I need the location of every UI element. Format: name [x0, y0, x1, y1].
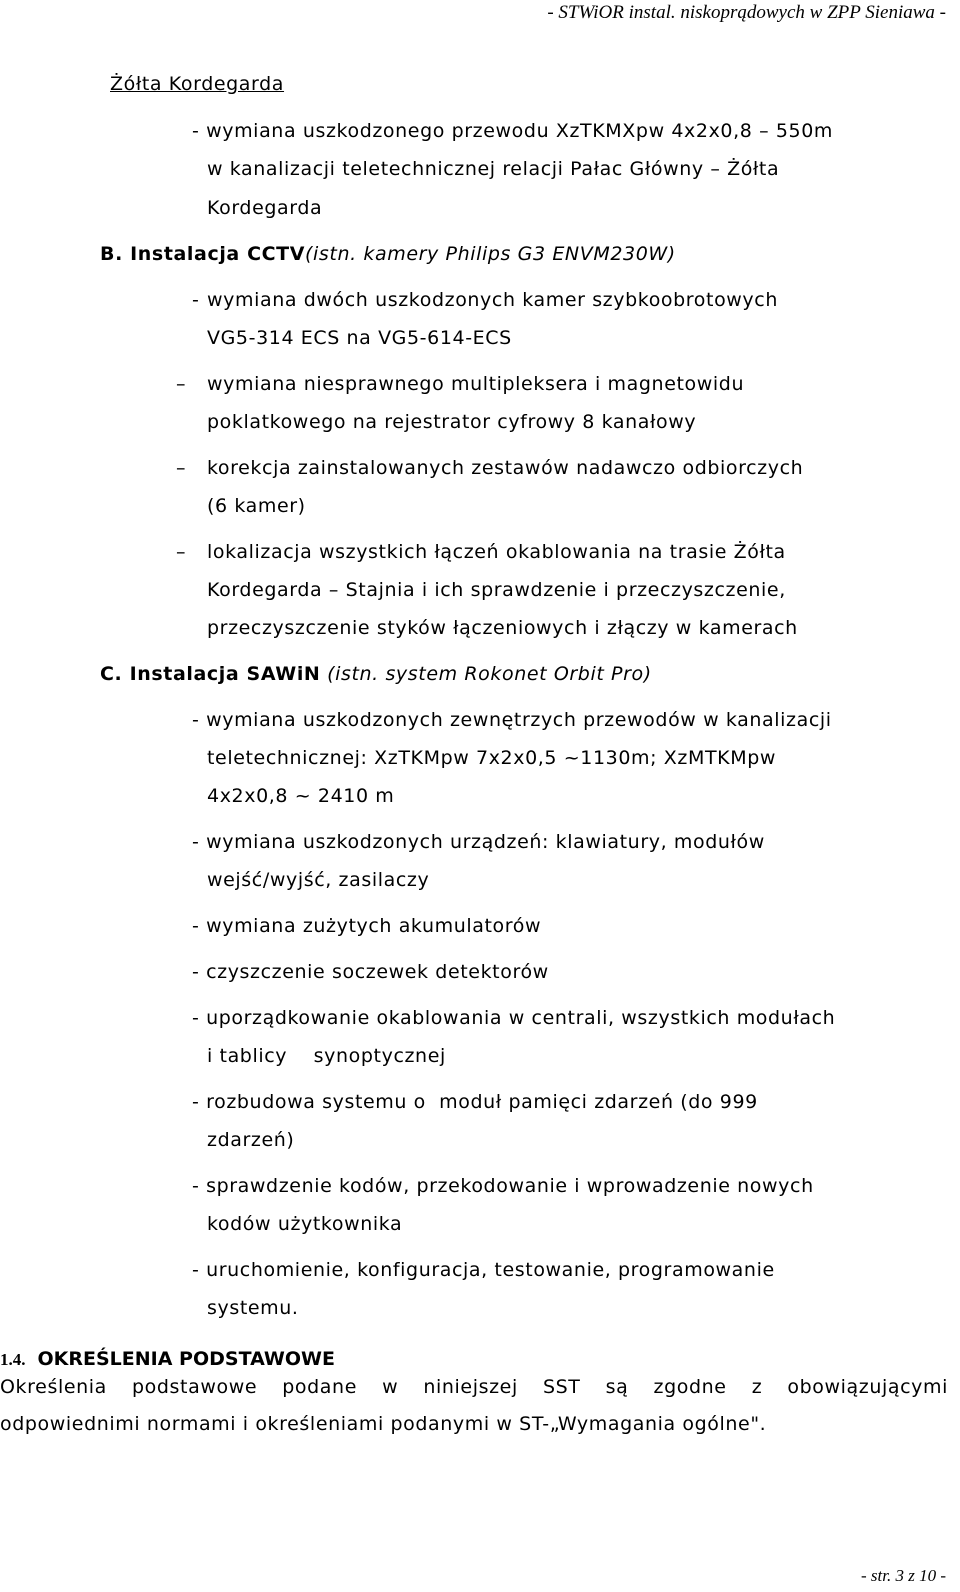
word: podstawowe	[132, 1376, 258, 1398]
list-item-line: VG5-314 ECS na VG5-614-ECS	[207, 327, 512, 349]
list-item-line: kodów użytkownika	[207, 1213, 403, 1235]
list-item-line: - wymiana uszkodzonych urządzeń: klawiatury, modułów	[192, 831, 765, 853]
list-item-line: zdarzeń)	[207, 1129, 295, 1151]
page-number: - str. 3 z 10 -	[860, 1566, 946, 1585]
list-item-line: lokalizacja wszystkich łączeń okablowania na trasie Żółta	[207, 541, 786, 563]
list-item-line: wejść/wyjść, zasilaczy	[207, 869, 430, 891]
word: SST	[542, 1376, 581, 1398]
section-b-label: B. Instalacja CCTV	[100, 243, 306, 265]
section-a-item-line: Kordegarda	[207, 197, 323, 219]
list-item-line: 4x2x0,8 ~ 2410 m	[207, 785, 395, 807]
list-item-line: - czyszczenie soczewek detektorów	[192, 961, 549, 983]
list-item-dash: –	[176, 373, 187, 395]
word: w	[382, 1376, 399, 1398]
list-item-line: - sprawdzenie kodów, przekodowanie i wprowadzenie nowych	[192, 1175, 814, 1197]
list-item-line: - wymiana uszkodzonych zewnętrzych przewodów w kanalizacji	[192, 709, 832, 731]
list-item-line: teletechnicznej: XzTKMpw 7x2x0,5 ~1130m; XzMTKMpw	[207, 747, 776, 769]
list-item-line: przeczyszczenie styków łączeniowych i złączy w kamerach	[207, 617, 798, 639]
section-a-item-line: - wymiana uszkodzonego przewodu XzTKMXpw 4x2x0,8 – 550m	[192, 120, 833, 142]
paragraph-line-1	[0, 1374, 948, 1400]
list-item-line: - rozbudowa systemu o moduł pamięci zdarzeń (do 999	[192, 1091, 758, 1113]
list-item-dash: –	[176, 541, 187, 563]
list-item-line: - uruchomienie, konfiguracja, testowanie, programowanie	[192, 1259, 775, 1281]
list-item-dash: –	[176, 457, 187, 479]
section-a-title: Żółta Kordegarda	[110, 73, 285, 95]
list-item-line: Kordegarda – Stajnia i ich sprawdzenie i przeczyszczenie,	[207, 579, 786, 601]
word: są	[605, 1376, 629, 1398]
section-14-heading	[0, 1348, 335, 1370]
list-item-line: korekcja zainstalowanych zestawów nadawczo odbiorczych	[207, 457, 804, 479]
section-b-heading	[100, 241, 676, 267]
list-item-line: systemu.	[207, 1297, 299, 1319]
section-c-heading	[100, 661, 652, 687]
section-number: 1.4.	[0, 1350, 26, 1369]
list-item-line: wymiana dwóch uszkodzonych kamer szybkoobrotowych	[207, 289, 778, 311]
list-item-line: poklatkowego na rejestrator cyfrowy 8 kanałowy	[207, 411, 697, 433]
list-item-line: (6 kamer)	[207, 495, 306, 517]
list-item-line: - uporządkowanie okablowania w centrali, wszystkich modułach	[192, 1007, 836, 1029]
list-item-line: i tablicy synoptycznej	[207, 1045, 446, 1067]
word: z	[751, 1376, 763, 1398]
list-item-dash: -	[192, 289, 200, 311]
section-title: OKREŚLENIA PODSTAWOWE	[37, 1348, 335, 1370]
word: podane	[282, 1376, 357, 1398]
word: Określenia	[0, 1376, 107, 1398]
running-header: - STWiOR instal. niskoprądowych w ZPP Sieniawa -	[547, 2, 946, 23]
list-item-line: - wymiana zużytych akumulatorów	[192, 915, 542, 937]
word: niniejszej	[423, 1376, 518, 1398]
section-c-note: (istn. system Rokonet Orbit Pro)	[320, 663, 652, 685]
section-c-label: C. Instalacja SAWiN	[100, 663, 321, 685]
list-item-line: wymiana niesprawnego multipleksera i magnetowidu	[207, 373, 745, 395]
word: zgodne	[653, 1376, 727, 1398]
paragraph-line-2: odpowiednimi normami i określeniami podanymi w ST-„Wymagania ogólne".	[0, 1413, 767, 1435]
section-a-item-line: w kanalizacji teletechnicznej relacji Pałac Główny – Żółta	[207, 158, 780, 180]
word: obowiązującymi	[787, 1376, 948, 1398]
section-b-note: (istn. kamery Philips G3 ENVM230W)	[305, 243, 676, 265]
